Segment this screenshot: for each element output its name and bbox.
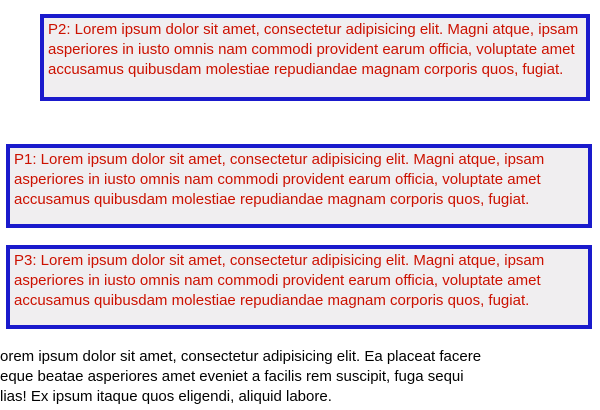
plain-text-line-2: eque beatae asperiores amet eveniet a facilis rem suscipit, fuga sequi (0, 368, 464, 385)
paragraph-p2: P2: Lorem ipsum dolor sit amet, consectetur adipisicing elit. Magni atque, ipsam asperiores in iusto omnis nam commodi provident earum officia, voluptate amet accusamus quibusdam molestiae repudiandae magnam corporis quos, fugiat. (40, 14, 590, 101)
plain-text-line-3: lias! Ex ipsum itaque quos eligendi, aliquid labore. (0, 388, 332, 405)
paragraph-p3: P3: Lorem ipsum dolor sit amet, consectetur adipisicing elit. Magni atque, ipsam asperiores in iusto omnis nam commodi provident earum officia, voluptate amet accusamus quibusdam molestiae repudiandae magnam corporis quos, fugiat. (6, 245, 592, 329)
paragraph-p1: P1: Lorem ipsum dolor sit amet, consectetur adipisicing elit. Magni atque, ipsam asperiores in iusto omnis nam commodi provident earum officia, voluptate amet accusamus quibusdam molestiae repudiandae magnam corporis quos, fugiat. (6, 144, 592, 228)
plain-text-line-1: orem ipsum dolor sit amet, consectetur adipisicing elit. Ea placeat facere (0, 348, 482, 365)
plain-text-paragraph (0, 347, 600, 407)
